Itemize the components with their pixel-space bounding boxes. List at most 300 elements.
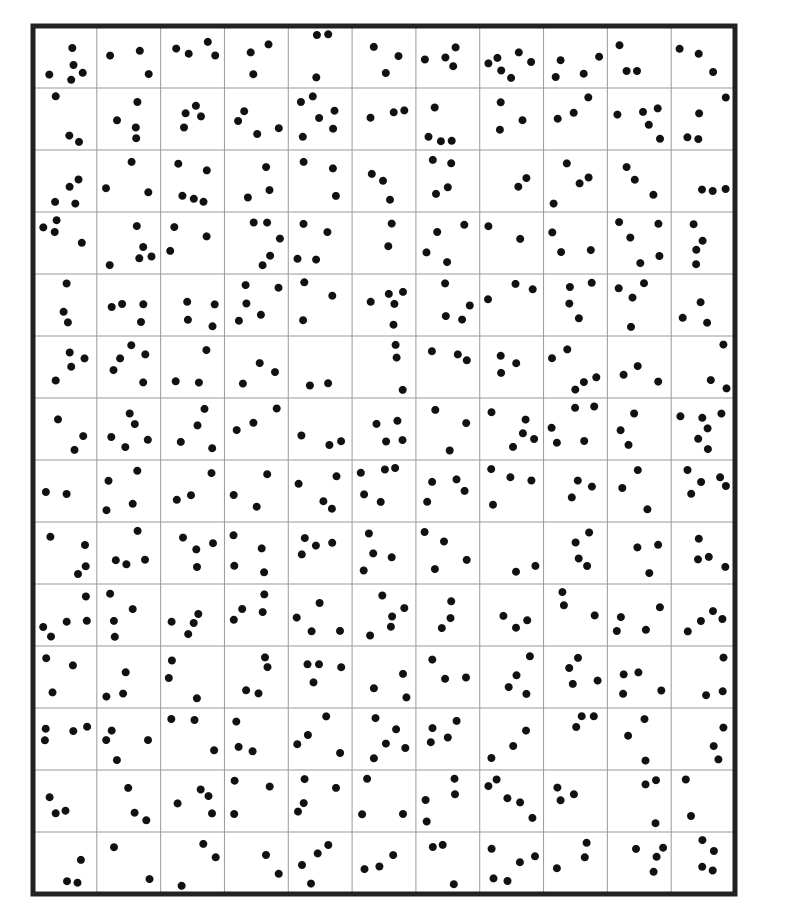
dot <box>300 220 308 228</box>
dot <box>721 563 729 571</box>
dot <box>439 841 447 849</box>
dot <box>595 53 603 61</box>
grid-cell <box>230 531 269 576</box>
dot <box>108 303 116 311</box>
dot <box>447 614 455 622</box>
dot <box>119 690 127 698</box>
dot <box>68 44 76 52</box>
dot <box>239 380 247 388</box>
dot <box>261 653 269 661</box>
dot <box>441 675 449 683</box>
dot <box>393 354 401 362</box>
dot <box>575 555 583 563</box>
grid-cell <box>298 841 332 888</box>
grid-cell <box>235 281 283 325</box>
dot <box>323 228 331 236</box>
dot <box>694 555 702 563</box>
dot <box>328 292 336 300</box>
dot <box>315 114 323 122</box>
dot <box>134 527 142 535</box>
dot <box>615 284 623 292</box>
dot <box>195 379 203 387</box>
dot <box>484 222 492 230</box>
dot <box>60 308 68 316</box>
dot <box>238 605 246 613</box>
grid-cell <box>174 786 216 818</box>
dot <box>202 346 210 354</box>
dot <box>463 556 471 564</box>
grid-cell <box>619 668 665 697</box>
dot <box>201 405 209 413</box>
dot <box>46 533 54 541</box>
dot <box>447 597 455 605</box>
grid-cell <box>620 362 663 386</box>
dot <box>370 684 378 692</box>
dot <box>63 618 71 626</box>
grid-cell <box>698 836 718 874</box>
dot <box>528 814 536 822</box>
dot <box>505 683 513 691</box>
dot <box>634 362 642 370</box>
dot <box>367 298 375 306</box>
dot <box>626 234 634 242</box>
dot <box>137 318 145 326</box>
dot <box>570 109 578 117</box>
dot <box>594 677 602 685</box>
dot <box>531 852 539 860</box>
dot <box>51 198 59 206</box>
dot <box>382 740 390 748</box>
dot <box>271 368 279 376</box>
dot <box>312 73 320 81</box>
grid-cell <box>496 98 527 133</box>
dot <box>399 436 407 444</box>
dot <box>690 220 698 228</box>
dot <box>705 553 713 561</box>
dot <box>141 556 149 564</box>
dot <box>103 506 111 514</box>
dot <box>516 235 524 243</box>
dot <box>325 441 333 449</box>
dot <box>372 714 380 722</box>
dot <box>146 875 154 883</box>
dot <box>367 114 375 122</box>
dot <box>49 688 57 696</box>
dot <box>451 790 459 798</box>
dot <box>316 599 324 607</box>
grid-cell <box>106 590 137 641</box>
dot <box>652 819 660 827</box>
dot <box>633 543 641 551</box>
dot <box>253 503 261 511</box>
dot <box>569 680 577 688</box>
dot <box>449 62 457 70</box>
grid-cell <box>623 163 658 199</box>
dot <box>178 192 186 200</box>
dot <box>331 107 339 115</box>
dot <box>421 56 429 64</box>
grid-cell <box>250 219 284 270</box>
dot <box>322 712 330 720</box>
dot <box>630 410 638 418</box>
dot <box>197 786 205 794</box>
grid-cell <box>484 222 524 243</box>
grid-cell <box>554 93 593 122</box>
dot <box>242 686 250 694</box>
grid-cell <box>370 714 409 762</box>
grid-cell <box>39 216 86 247</box>
grid-cell <box>499 612 531 632</box>
dot <box>144 736 152 744</box>
dot <box>487 754 495 762</box>
dot <box>548 424 556 432</box>
dot <box>717 410 725 418</box>
dot <box>260 590 268 598</box>
dot <box>441 279 449 287</box>
dot <box>275 124 283 132</box>
grid-cell <box>357 464 399 506</box>
dot <box>431 406 439 414</box>
dot <box>247 48 255 56</box>
dot <box>676 412 684 420</box>
dot <box>298 550 306 558</box>
dot <box>702 691 710 699</box>
dot <box>386 196 394 204</box>
grid-cell <box>684 466 730 498</box>
dot <box>304 731 312 739</box>
dot <box>633 67 641 75</box>
dot <box>358 810 366 818</box>
dot <box>106 261 114 269</box>
dot <box>722 482 730 490</box>
grid-cell <box>358 775 407 819</box>
grid-cell <box>370 670 411 702</box>
grid-cell <box>617 410 639 449</box>
dot <box>382 438 390 446</box>
dot <box>548 354 556 362</box>
dot <box>636 259 644 267</box>
dot <box>51 228 59 236</box>
dot <box>423 248 431 256</box>
dot <box>190 195 198 203</box>
dot <box>490 874 498 882</box>
dot <box>230 616 238 624</box>
dot <box>710 847 718 855</box>
dot <box>704 445 712 453</box>
dot <box>145 70 153 78</box>
dot <box>698 186 706 194</box>
dot <box>506 473 514 481</box>
dot <box>357 469 365 477</box>
dot <box>585 529 593 537</box>
dot <box>187 491 195 499</box>
dot <box>75 138 83 146</box>
dot <box>249 419 257 427</box>
dot <box>390 108 398 116</box>
dot <box>497 369 505 377</box>
dot <box>184 630 192 638</box>
dot <box>632 845 640 853</box>
dot <box>714 755 722 763</box>
dot <box>197 112 205 120</box>
dot <box>720 654 728 662</box>
grid-cell <box>183 298 219 331</box>
dot <box>121 443 129 451</box>
dot <box>332 192 340 200</box>
dot <box>71 446 79 454</box>
dot <box>375 863 383 871</box>
dot <box>530 435 538 443</box>
dot <box>707 376 715 384</box>
grid-cell <box>702 654 727 700</box>
grid-cell <box>298 534 336 558</box>
dot <box>249 70 257 78</box>
dot <box>253 130 261 138</box>
dot <box>575 314 583 322</box>
grid-cell <box>244 163 274 201</box>
grid-cell <box>694 535 729 571</box>
dot <box>74 570 82 578</box>
grid-cell <box>247 40 273 78</box>
dot <box>641 715 649 723</box>
dot <box>230 491 238 499</box>
dot <box>698 836 706 844</box>
dot <box>388 220 396 228</box>
dot <box>332 784 340 792</box>
dot <box>444 183 452 191</box>
dot <box>260 568 268 576</box>
grid-cell <box>39 593 91 641</box>
dot <box>387 623 395 631</box>
dot <box>391 464 399 472</box>
dot <box>131 809 139 817</box>
grid-cell <box>102 158 152 196</box>
dot <box>624 732 632 740</box>
grid-cell <box>232 718 256 756</box>
dot <box>462 419 470 427</box>
dot <box>294 808 302 816</box>
dot <box>106 52 114 60</box>
grid-cell <box>102 727 152 765</box>
grid-cell <box>618 466 651 513</box>
dot <box>192 102 200 110</box>
dot <box>583 562 591 570</box>
grid-cell <box>707 341 731 393</box>
dot <box>719 341 727 349</box>
dot <box>235 317 243 325</box>
grid-cell <box>624 715 649 765</box>
dot <box>488 408 496 416</box>
dot <box>522 690 530 698</box>
dot <box>79 432 87 440</box>
dot <box>527 477 535 485</box>
dot <box>102 736 110 744</box>
dot <box>257 311 265 319</box>
grid-cell <box>548 228 595 256</box>
grid-cell <box>234 107 283 138</box>
grid-cell <box>239 359 279 388</box>
dot <box>613 111 621 119</box>
grid-cell <box>178 840 220 890</box>
dot <box>512 568 520 576</box>
dot <box>365 530 373 538</box>
dot <box>431 565 439 573</box>
grid-cell <box>360 530 396 575</box>
grid-cell <box>102 668 129 700</box>
dot <box>460 221 468 229</box>
dot <box>503 794 511 802</box>
dot <box>360 490 368 498</box>
grid-cell <box>177 405 216 452</box>
dot <box>300 158 308 166</box>
dot <box>512 280 520 288</box>
dot <box>47 633 55 641</box>
dot <box>645 121 653 129</box>
grid-cell <box>306 379 332 389</box>
dot <box>722 94 730 102</box>
grid-cell <box>384 220 395 251</box>
dot <box>629 294 637 302</box>
dot <box>423 498 431 506</box>
dot <box>574 477 582 485</box>
dot <box>649 191 657 199</box>
dot <box>203 166 211 174</box>
dot <box>75 176 83 184</box>
grid-cell <box>429 841 458 888</box>
dot <box>133 222 141 230</box>
dot <box>382 69 390 77</box>
dot <box>437 137 445 145</box>
dot <box>52 809 60 817</box>
dot <box>566 283 574 291</box>
dot <box>441 54 449 62</box>
grid-cell <box>487 727 530 762</box>
dot <box>46 793 54 801</box>
dot <box>522 174 530 182</box>
grid-cell <box>45 44 86 84</box>
dot <box>623 163 631 171</box>
dot <box>697 478 705 486</box>
dot <box>373 420 381 428</box>
dot <box>259 261 267 269</box>
grid-cell <box>297 432 345 450</box>
dot <box>428 656 436 664</box>
dot <box>183 298 191 306</box>
dot <box>131 420 139 428</box>
dot <box>640 279 648 287</box>
dot <box>122 668 130 676</box>
dot <box>581 853 589 861</box>
dot <box>519 429 527 437</box>
dot <box>522 727 530 735</box>
dot <box>265 40 273 48</box>
dot <box>378 592 386 600</box>
dot <box>399 810 407 818</box>
dot <box>141 350 149 358</box>
dot <box>526 652 534 660</box>
dot <box>698 414 706 422</box>
grid-cell <box>304 660 346 686</box>
dot <box>618 484 626 492</box>
dot <box>370 43 378 51</box>
dot <box>388 553 396 561</box>
dot <box>118 300 126 308</box>
dot <box>258 544 266 552</box>
grid-cell <box>106 222 156 269</box>
dot <box>263 219 271 227</box>
dot <box>168 618 176 626</box>
dot <box>174 160 182 168</box>
dot <box>82 593 90 601</box>
dot <box>308 627 316 635</box>
dot <box>190 619 198 627</box>
dot <box>184 316 192 324</box>
dot <box>399 288 407 296</box>
dot <box>565 664 573 672</box>
dot <box>654 220 662 228</box>
dot <box>185 50 193 58</box>
dot <box>336 749 344 757</box>
grid-cell <box>676 410 725 454</box>
dot <box>110 617 118 625</box>
dot <box>710 742 718 750</box>
dot <box>337 663 345 671</box>
dot <box>654 104 662 112</box>
dot <box>255 689 263 697</box>
grid-cell <box>487 465 535 509</box>
dot <box>194 421 202 429</box>
grid-cell <box>438 597 455 632</box>
dot <box>208 809 216 817</box>
grid-cell <box>297 92 339 140</box>
dot <box>429 724 437 732</box>
dot <box>401 744 409 752</box>
dot <box>69 661 77 669</box>
grid-cell <box>293 599 344 635</box>
dot <box>319 497 327 505</box>
dot <box>654 378 662 386</box>
dot <box>448 137 456 145</box>
dot <box>620 371 628 379</box>
dot <box>466 302 474 310</box>
grid-cell <box>488 408 539 451</box>
dot <box>232 718 240 726</box>
dot <box>310 678 318 686</box>
dot <box>309 92 317 100</box>
dot <box>81 354 89 362</box>
dot <box>124 784 132 792</box>
dot <box>393 417 401 425</box>
dot <box>679 314 687 322</box>
grid-cell <box>550 159 593 207</box>
grid-cell <box>615 218 663 267</box>
dot <box>166 247 174 255</box>
dot <box>507 74 515 82</box>
dot <box>148 253 156 261</box>
dot <box>102 693 110 701</box>
dot <box>63 280 71 288</box>
grid-cell <box>572 712 598 731</box>
dot <box>512 359 520 367</box>
grid-cell <box>107 410 152 452</box>
dot <box>299 316 307 324</box>
grid-cell <box>172 346 211 387</box>
dot <box>496 126 504 134</box>
dot <box>360 567 368 575</box>
dot <box>656 603 664 611</box>
dot <box>314 849 322 857</box>
dot <box>234 117 242 125</box>
